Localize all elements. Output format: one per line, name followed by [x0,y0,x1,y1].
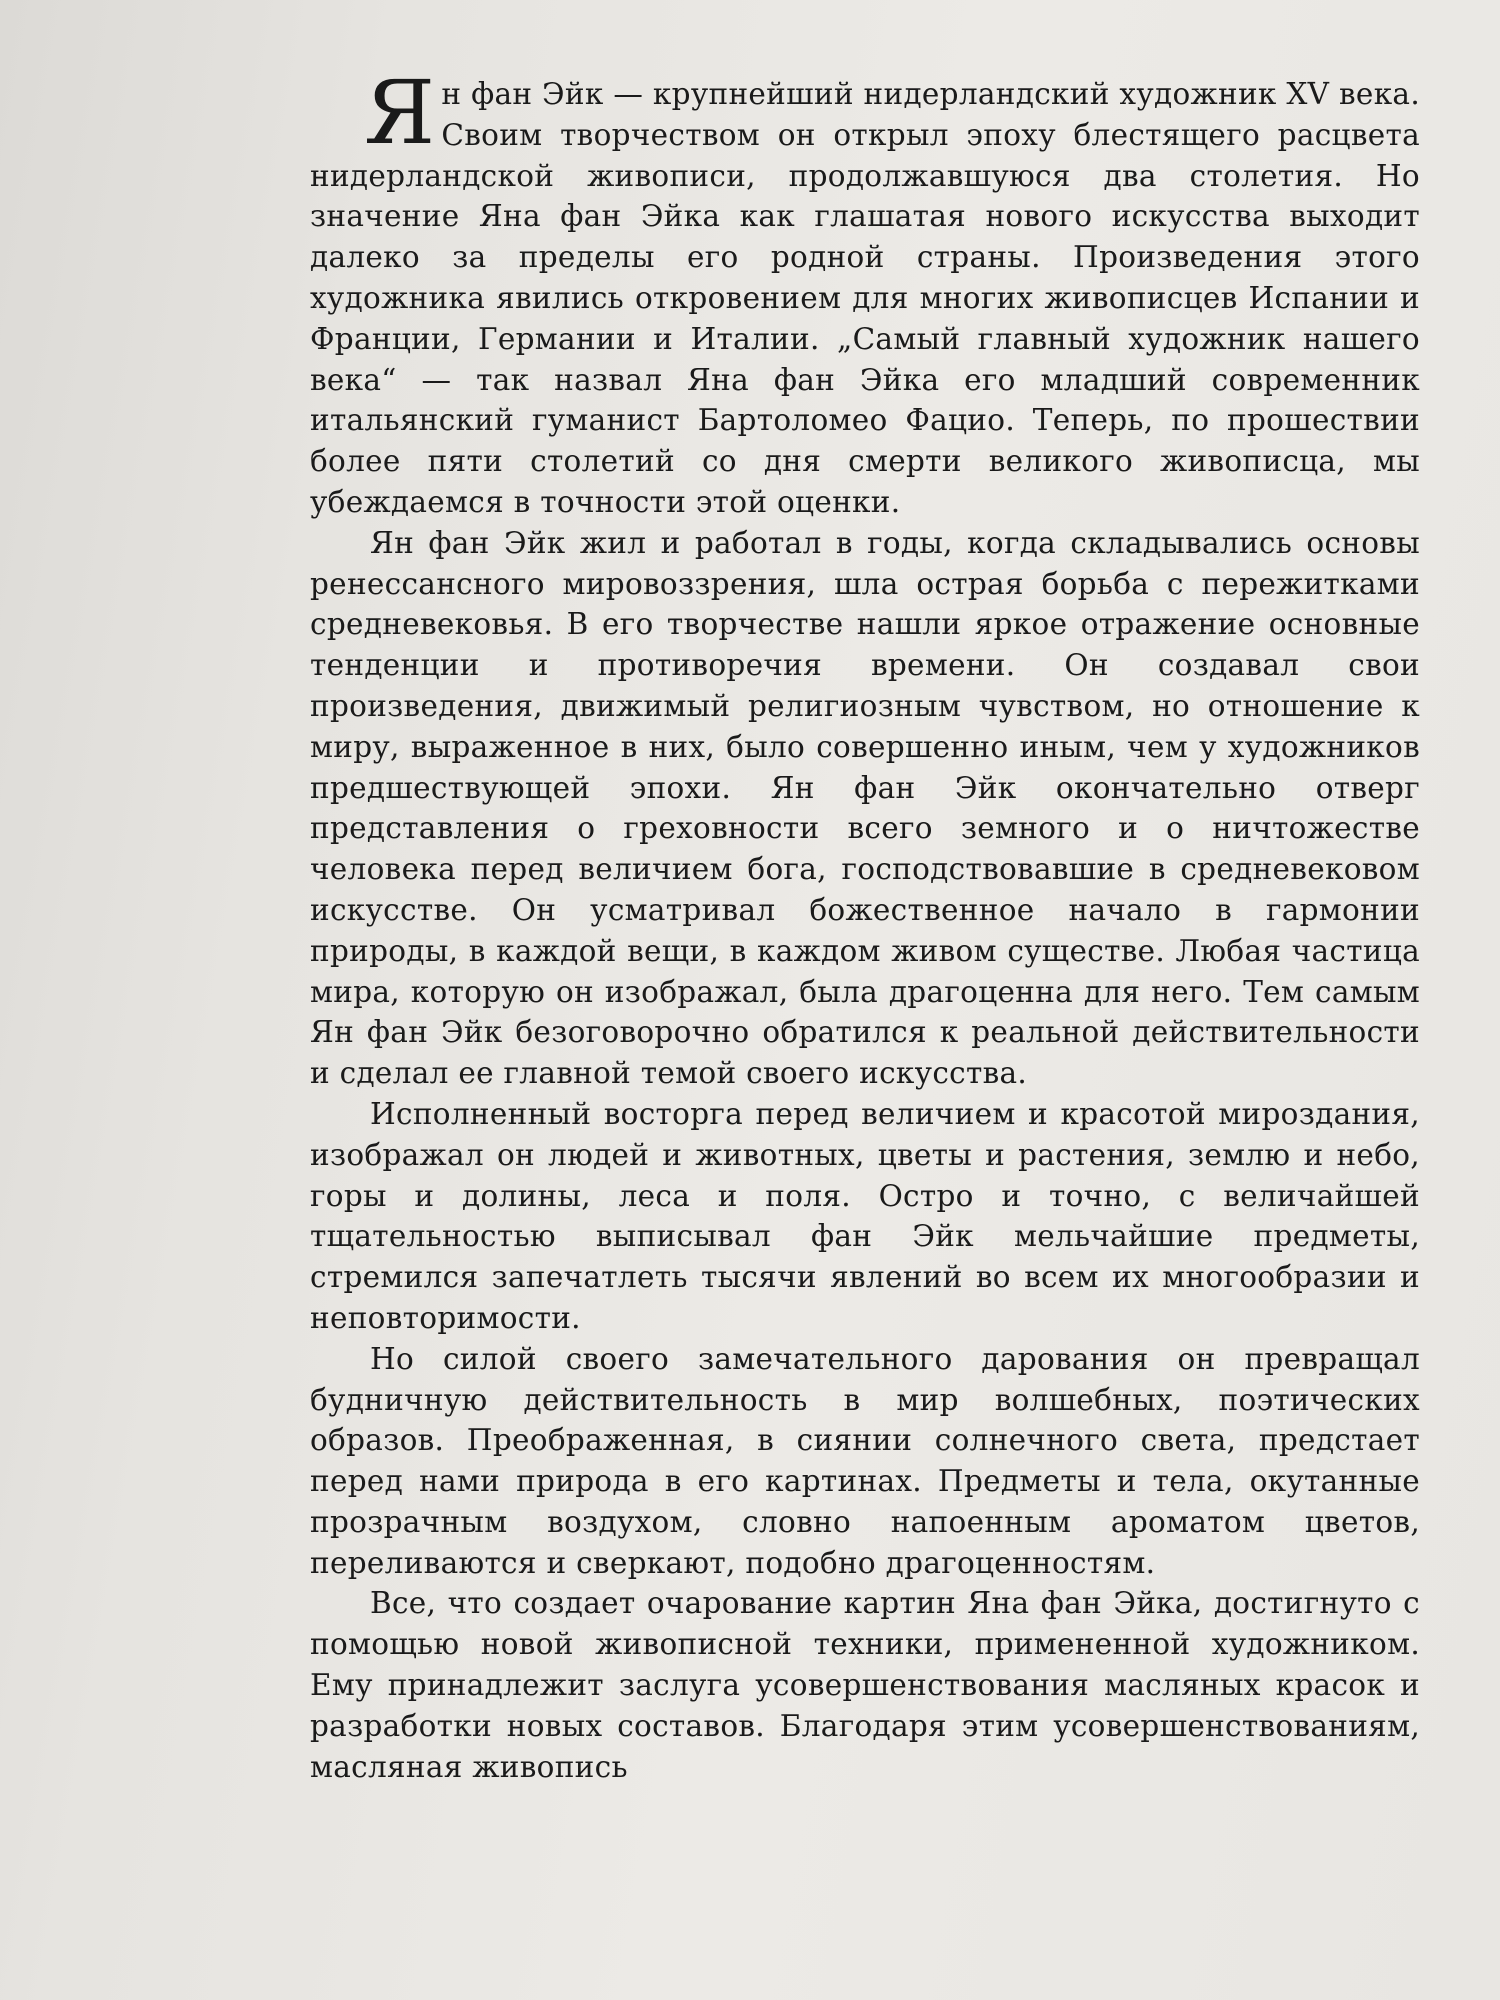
article-text [310,61,1420,1787]
paragraph-2: Ян фан Эйк жил и работал в годы, когда складывались основы ренессансного мировоззрения, шла острая борьба с пережитками средневековья. В его творчестве нашли яркое отражение основные тенденции и противоречия времени. Он создавал свои произведения, движимый религиозным чувством, но отношение к миру, выраженное в них, было совершенно иным, чем у художников предшествующей эпохи. Ян фан Эйк окончательно отверг представления о греховности всего земного и о ничтожестве человека перед величием бога, господствовавшие в средневековом искусстве. Он усматривал божественное начало в гармонии природы, в каждой вещи, в каждом живом существе. Любая частица мира, которую он изображал, была драгоценна для него. Тем самым Ян фан Эйк безоговорочно обратился к реальной действительности и сделал ее главной темой своего искусства. [310,525,1420,1091]
drop-cap: Я [364,61,436,164]
paragraph-3: Исполненный восторга перед величием и красотой мироздания, изображал он людей и животных, цветы и растения, землю и небо, горы и долины, леса и поля. Остро и точно, с величайшей тщательностью выписывал фан Эйк мельчайшие предметы, стремился запечатлеть тысячи явлений во всем их многообразии и неповторимости. [310,1096,1420,1335]
paragraph-5: Все, что создает очарование картин Яна фан Эйка, достигнуто с помощью новой живописной техники, примененной художником. Ему принадлежит заслуга усовершенствования масляных красок и разработки новых составов. Благодаря этим усовершенствованиям, масляная живопись [310,1586,1420,1784]
paragraph-1-text: н фан Эйк — крупнейший нидерландский художник XV века. Своим творчеством он открыл эпоху блестящего расцвета нидерландской живописи, продолжавшуюся два столетия. Но значение Яна фан Эйка как глашатая нового искусства выходит далеко за пределы его родной страны. Произведения этого художника явились откровением для многих живописцев Испании и Франции, Германии и Италии. „Самый главный художник нашего века“ — так назвал Яна фан Эйка его младший современник итальянский гуманист Бартоломео Фацио. Теперь, по прошествии более пяти столетий со дня смерти великого живописца, мы убеждаемся в точности этой оценки. [310,77,1420,519]
paragraph-1 [310,61,1420,523]
paragraph-4: Но силой своего замечательного дарования он превращал будничную действительность в мир волшебных, поэтических образов. Преображенная, в сиянии солнечного света, предстает перед нами природа в его картинах. Предметы и тела, окутанные прозрачным воздухом, словно напоенным ароматом цветов, переливаются и сверкают, подобно драгоценностям. [310,1341,1420,1580]
